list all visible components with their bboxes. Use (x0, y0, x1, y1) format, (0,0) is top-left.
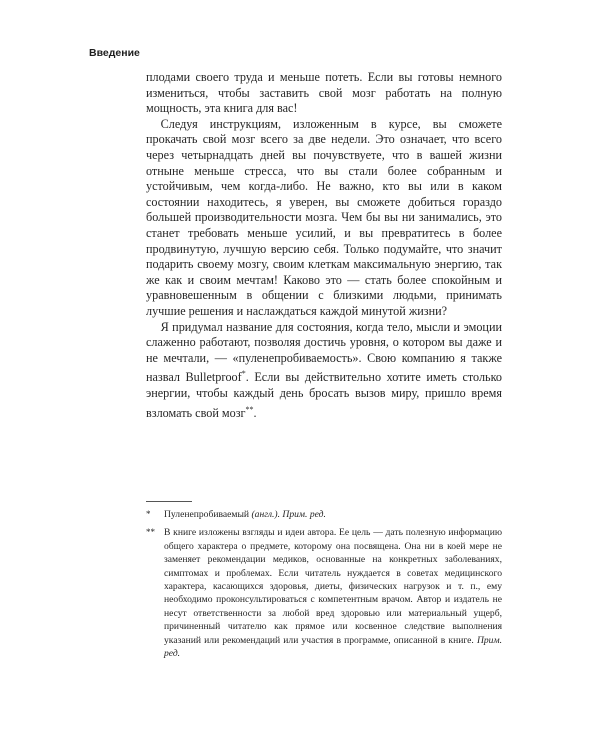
paragraph-text: Я придумал название для состояния, когда тело, мысли и эмоции слаженно работают, позволяя достичь уровня, о котором вы даже и не мечтали, — «пуленепробиваемость». Свою компанию я также назвал Bulletproof (146, 319, 502, 385)
footnote-ref[interactable]: * (241, 369, 246, 379)
paragraph (146, 320, 502, 422)
paragraph: плодами своего труда и меньше потеть. Если вы готовы немного измениться, чтобы заставить свой мозг работать на полную мощность, эта книга для вас! (146, 70, 502, 116)
footnote-note: Прим. ред. (164, 634, 502, 660)
footnote-mark: ** (146, 527, 155, 538)
paragraph: Следуя инструкциям, изложенным в курсе, вы сможете прокачать свой мозг всего за две недели. Это означает, что всего через четырнадцать дней вы почувствуете, что в вашей жизни отныне меньше стресса, что вы стали более собранным и устойчивым, чем когда-либо. Не важно, кто вы или в каком состоянии находитесь, я уверен, вы сможете добиться гораздо большей производительности мозга. Чем бы вы ни занимались, это станет требовать меньше усилий, и вы превратитесь в более продвинутую, лучшую версию себя. Только подумайте, что значит подарить своему мозгу, своим клеткам максимальную энергию, так же как и своим мечтам! Каково это — стать более спокойным и уравновешенным в общении с близкими людьми, принимать лучшие решения и наслаждаться каждой минутой жизни? (146, 116, 502, 318)
footnote-mark: * (146, 509, 151, 519)
footnotes (146, 508, 502, 665)
footnote-ref[interactable]: ** (245, 404, 254, 414)
paragraph-text: . (253, 405, 257, 420)
main-text (146, 70, 502, 421)
footnote-text: Пуленепробиваемый (164, 509, 252, 520)
footnote (146, 508, 502, 521)
footnote-note: (англ.). Прим. ред. (251, 509, 326, 520)
footnote-divider (146, 501, 192, 502)
footnote-text: В книге изложены взгляды и идеи автора. Ее цель — дать полезную информацию общего характера о предмете, которому она посвящена. Она ни в коей мере не заменяет рекомендации медиков, основанные на конкретных заболеваниях, симптомах и проблемах. Если читатель нуждается в советах медицинского характера, касающихся здоровья, диеты, физических нагрузок и т. п., ему необходимо проконсультироваться с компетентным врачом. Автор и издатель не несут ответственности за любой вред здоровью или материальный ущерб, причиненный читателю как прямое или косвенное следствие выполнения указаний или рекомендаций или участия в программе, описанной в книге. (164, 527, 502, 646)
paragraph-text: . Если вы действительно хотите иметь столько энергии, чтобы каждый день бросать вызов миру, пришло время взломать свой мозг (146, 370, 502, 420)
footnote (146, 526, 502, 660)
running-head: Введение (89, 47, 140, 59)
